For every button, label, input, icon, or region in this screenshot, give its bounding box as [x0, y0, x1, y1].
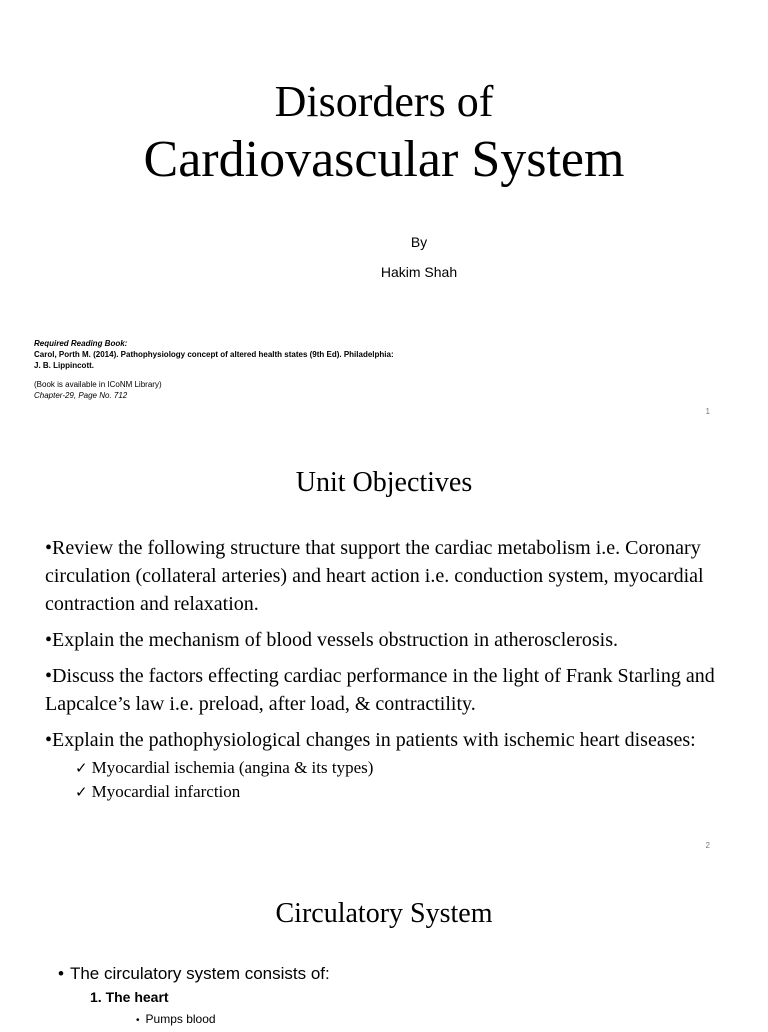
- sub-checklist: [45, 756, 725, 804]
- slide-3: [0, 870, 768, 1024]
- citation-line-2: J. B. Lippincott.: [34, 361, 94, 370]
- title-line-1: Disorders of: [274, 77, 494, 126]
- list-item: 1. The heart: [90, 989, 169, 1005]
- objectives-list: [45, 534, 725, 804]
- list-item: • Pumps blood: [58, 1008, 330, 1032]
- slide-number: 2: [705, 841, 710, 850]
- title-line-2: Cardiovascular System: [143, 131, 625, 188]
- check-item: ✓ Myocardial ischemia (angina & its types): [75, 756, 725, 780]
- slide-heading: Unit Objectives: [295, 467, 473, 498]
- objective-item: •Review the following structure that support the cardiac metabolism i.e. Coronary circulation (collateral arteries) and heart action i.e. conduction system, myocardial contraction and relaxation.: [45, 537, 704, 615]
- by-label: By: [410, 234, 428, 250]
- reading-label: Required Reading Book:: [34, 339, 128, 348]
- objective-item: •Explain the pathophysiological changes in patients with ischemic heart diseases:: [45, 729, 696, 751]
- slide-1: [0, 0, 768, 430]
- slide-2: [0, 450, 768, 850]
- citation-line-1: Carol, Porth M. (2014). Pathophysiology concept of altered health states (9th Ed). Philadelphia:: [34, 350, 394, 359]
- slide-number: 1: [705, 407, 710, 416]
- list-item: • The circulatory system consists of:: [58, 962, 330, 986]
- slide-heading: Circulatory System: [275, 898, 493, 929]
- objective-item: •Discuss the factors effecting cardiac performance in the light of Frank Starling and Lapcalce’s law i.e. preload, after load, & contractility.: [45, 665, 715, 715]
- availability-note: (Book is available in ICoNM Library): [34, 380, 162, 389]
- check-item: ✓ Myocardial infarction: [75, 780, 725, 804]
- chapter-ref: Chapter-29, Page No. 712: [34, 391, 128, 400]
- circulatory-list: [58, 962, 330, 1032]
- author-name: Hakim Shah: [380, 264, 458, 280]
- reference-block: [34, 338, 454, 401]
- objective-item: •Explain the mechanism of blood vessels obstruction in atherosclerosis.: [45, 629, 618, 651]
